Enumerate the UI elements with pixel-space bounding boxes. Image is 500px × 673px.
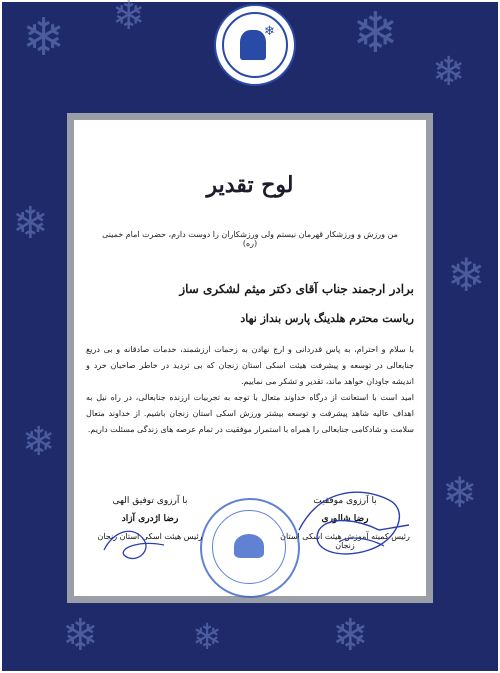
signature-wish: با آرزوی توفیق الهی	[112, 496, 188, 506]
signature-wish: با آرزوی موفقیت	[313, 496, 377, 506]
ibex-icon	[234, 534, 264, 558]
snowflake-icon: ❄	[442, 468, 478, 517]
snowflake-icon: ❄	[332, 610, 369, 661]
federation-logo	[214, 4, 296, 86]
snowflake-icon: ❄	[447, 248, 486, 302]
snowflake-icon: ❄	[22, 8, 66, 68]
snowflake-icon: ❄	[112, 0, 146, 39]
snowflake-icon: ❄	[192, 617, 223, 658]
certificate-body	[86, 342, 414, 438]
snowflake-icon: ❄	[432, 49, 466, 95]
signature-name: رضا اژدری آزاد	[121, 514, 179, 524]
signature-name: رضا شالوری	[321, 514, 369, 524]
official-stamp	[200, 498, 300, 598]
signature-title: رئیس کمیته آموزش هیئت اسکی استان زنجان	[280, 532, 410, 550]
body-paragraph: امید است با استعانت از درگاه خداوند متعال با توجه به تجربیات ارزنده جنابعالی، در راه نیل به اهداف عالیه شاهد پیشرفت و توسعه بیشتر ورزش اسکی استان زنجان باشیم. از خداوند متعال سلامت و شادکامی جنابعالی را همراه با استمرار موفقیت در تمام عرصه های زندگی مسئلت داریم.	[86, 393, 414, 434]
snowflake-icon: ❄	[62, 610, 99, 661]
handwritten-signature-right	[279, 480, 419, 570]
certificate-title: لوح تقدیر	[206, 172, 294, 198]
snowflake-icon: ❄	[12, 198, 49, 249]
snowflake-icon: ❄	[352, 1, 399, 66]
quote-line: من ورزش و ورزشکار قهرمان نیستم ولی ورزشکاران را دوست دارم، حضرت امام خمینی (ره)	[102, 230, 398, 248]
snowflake-icon: ❄	[264, 24, 275, 39]
signature-title: رئیس هیئت اسکی استان زنجان	[97, 532, 203, 541]
role-line: ریاست محترم هلدینگ پارس بنداز نهاد	[240, 312, 414, 325]
body-paragraph: با سلام و احترام، به پاس قدردانی و ارج نهادن به زحمات ارزشمند، خدمات صادقانه و بی دریغ جنابعالی در توسعه و پیشرفت هیئت اسکی استان زنجان که بی تردید در خاطر صاحبان خرد و اندیشه جاودان خواهد ماند، تقدیر و تشکر می نماییم.	[86, 345, 414, 386]
ibex-icon	[240, 30, 266, 60]
handwritten-signature-left	[94, 510, 184, 580]
recipient-line: برادر ارجمند جناب آقای دکتر میثم لشکری ساز	[179, 282, 414, 296]
certificate-paper	[74, 120, 426, 596]
snowflake-icon: ❄	[22, 419, 56, 465]
